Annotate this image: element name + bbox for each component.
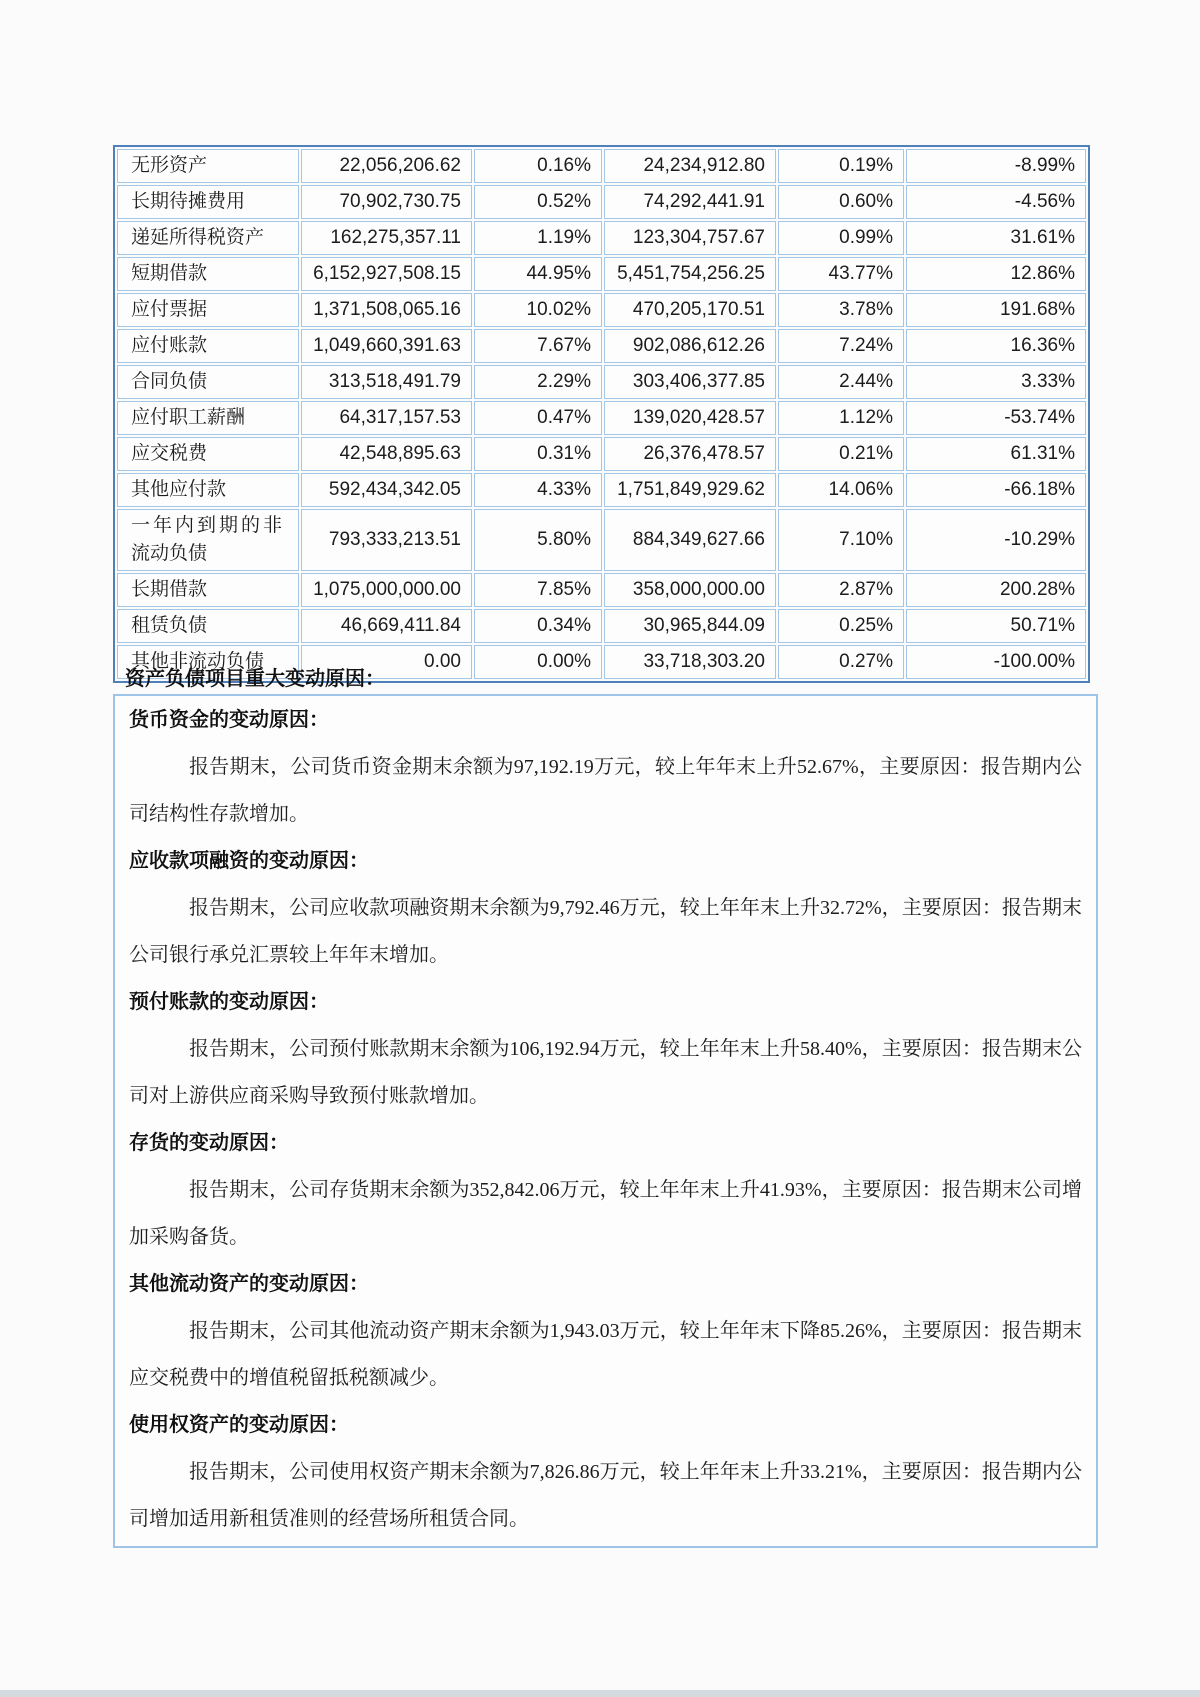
value-cell: 358,000,000.00	[604, 573, 776, 607]
value-cell: 0.16%	[474, 149, 602, 183]
value-cell: 902,086,612.26	[604, 329, 776, 363]
reason-title: 应收款项融资的变动原因：	[129, 850, 369, 872]
table-row	[117, 185, 1086, 219]
value-cell: 43.77%	[778, 257, 904, 291]
value-cell: 884,349,627.66	[604, 509, 776, 571]
value-cell: 7.10%	[778, 509, 904, 571]
value-cell: 22,056,206.62	[301, 149, 472, 183]
value-cell: 24,234,912.80	[604, 149, 776, 183]
value-cell: 2.87%	[778, 573, 904, 607]
value-cell: 31.61%	[906, 221, 1086, 255]
value-cell: 162,275,357.11	[301, 221, 472, 255]
item-name-cell: 短期借款	[117, 257, 299, 291]
table-body	[117, 149, 1086, 679]
table-row	[117, 257, 1086, 291]
value-cell: 191.68%	[906, 293, 1086, 327]
value-cell: 33,718,303.20	[604, 645, 776, 679]
table-row	[117, 329, 1086, 363]
value-cell: 7.67%	[474, 329, 602, 363]
value-cell: 0.60%	[778, 185, 904, 219]
value-cell: 5,451,754,256.25	[604, 257, 776, 291]
value-cell: 5.80%	[474, 509, 602, 571]
value-cell: 1,371,508,065.16	[301, 293, 472, 327]
item-name-cell: 一年内到期的非流动负债	[117, 509, 299, 571]
reason-body: 报告期末，公司预付账款期末余额为106,192.94万元，较上年年末上升58.40%，主要原因：报告期末公司对上游供应商采购导致预付账款增加。	[129, 1038, 1082, 1107]
reason-title: 存货的变动原因：	[129, 1132, 289, 1154]
value-cell: 1,049,660,391.63	[301, 329, 472, 363]
reason-body: 报告期末，公司应收款项融资期末余额为9,792.46万元，较上年年末上升32.72%，主要原因：报告期末公司银行承兑汇票较上年年末增加。	[129, 897, 1082, 966]
table-row	[117, 437, 1086, 471]
item-name-cell: 合同负债	[117, 365, 299, 399]
value-cell: 42,548,895.63	[301, 437, 472, 471]
table-row	[117, 149, 1086, 183]
value-cell: 3.78%	[778, 293, 904, 327]
item-name-cell: 其他非流动负债	[117, 645, 299, 679]
value-cell: 16.36%	[906, 329, 1086, 363]
value-cell: 26,376,478.57	[604, 437, 776, 471]
value-cell: 303,406,377.85	[604, 365, 776, 399]
table-row	[117, 509, 1086, 571]
value-cell: -8.99%	[906, 149, 1086, 183]
table-row	[117, 365, 1086, 399]
reason-title: 货币资金的变动原因：	[129, 709, 329, 731]
reasons-box	[113, 694, 1098, 1548]
value-cell: -100.00%	[906, 645, 1086, 679]
value-cell: 1.12%	[778, 401, 904, 435]
value-cell: 470,205,170.51	[604, 293, 776, 327]
table-row	[117, 401, 1086, 435]
value-cell: 0.31%	[474, 437, 602, 471]
item-name-cell: 应付票据	[117, 293, 299, 327]
value-cell: 4.33%	[474, 473, 602, 507]
reason-title: 使用权资产的变动原因：	[129, 1414, 349, 1436]
value-cell: -4.56%	[906, 185, 1086, 219]
value-cell: 7.24%	[778, 329, 904, 363]
value-cell: 313,518,491.79	[301, 365, 472, 399]
reason-title: 其他流动资产的变动原因：	[129, 1273, 369, 1295]
reason-body: 报告期末，公司存货期末余额为352,842.06万元，较上年年末上升41.93%，主要原因：报告期末公司增加采购备货。	[129, 1179, 1082, 1248]
value-cell: 1,075,000,000.00	[301, 573, 472, 607]
value-cell: 50.71%	[906, 609, 1086, 643]
reason-body: 报告期末，公司其他流动资产期末余额为1,943.03万元，较上年年末下降85.26%，主要原因：报告期末应交税费中的增值税留抵税额减少。	[129, 1320, 1082, 1389]
item-name-cell: 应付账款	[117, 329, 299, 363]
table-row	[117, 293, 1086, 327]
value-cell: 0.52%	[474, 185, 602, 219]
page-bottom-edge	[0, 1690, 1200, 1697]
table-row	[117, 473, 1086, 507]
value-cell: 123,304,757.67	[604, 221, 776, 255]
value-cell: 70,902,730.75	[301, 185, 472, 219]
value-cell: 0.34%	[474, 609, 602, 643]
value-cell: 139,020,428.57	[604, 401, 776, 435]
value-cell: 64,317,157.53	[301, 401, 472, 435]
value-cell: 46,669,411.84	[301, 609, 472, 643]
value-cell: 0.21%	[778, 437, 904, 471]
table-row	[117, 573, 1086, 607]
table-row	[117, 221, 1086, 255]
value-cell: 74,292,441.91	[604, 185, 776, 219]
major-changes-heading: 资产负债项目重大变动原因：	[125, 668, 385, 690]
item-name-cell: 租赁负债	[117, 609, 299, 643]
value-cell: 3.33%	[906, 365, 1086, 399]
item-name-cell: 其他应付款	[117, 473, 299, 507]
value-cell: 0.19%	[778, 149, 904, 183]
value-cell: 0.99%	[778, 221, 904, 255]
item-name-cell: 无形资产	[117, 149, 299, 183]
value-cell: 14.06%	[778, 473, 904, 507]
value-cell: 1.19%	[474, 221, 602, 255]
value-cell: 793,333,213.51	[301, 509, 472, 571]
reason-body: 报告期末，公司货币资金期末余额为97,192.19万元，较上年年末上升52.67%，主要原因：报告期内公司结构性存款增加。	[129, 756, 1082, 825]
value-cell: 2.29%	[474, 365, 602, 399]
item-name-cell: 应交税费	[117, 437, 299, 471]
value-cell: 0.27%	[778, 645, 904, 679]
item-name-cell: 应付职工薪酬	[117, 401, 299, 435]
table-row	[117, 609, 1086, 643]
reason-title: 预付账款的变动原因：	[129, 991, 329, 1013]
value-cell: 44.95%	[474, 257, 602, 291]
item-name-cell: 长期待摊费用	[117, 185, 299, 219]
value-cell: 0.47%	[474, 401, 602, 435]
value-cell: 0.00%	[474, 645, 602, 679]
item-name-cell: 长期借款	[117, 573, 299, 607]
reason-body: 报告期末，公司使用权资产期末余额为7,826.86万元，较上年年末上升33.21%，主要原因：报告期内公司增加适用新租赁准则的经营场所租赁合同。	[129, 1461, 1082, 1530]
value-cell: 10.02%	[474, 293, 602, 327]
value-cell: 1,751,849,929.62	[604, 473, 776, 507]
value-cell: 0.25%	[778, 609, 904, 643]
value-cell: 2.44%	[778, 365, 904, 399]
value-cell: -53.74%	[906, 401, 1086, 435]
value-cell: 0.00	[301, 645, 472, 679]
value-cell: 61.31%	[906, 437, 1086, 471]
value-cell: -66.18%	[906, 473, 1086, 507]
value-cell: 12.86%	[906, 257, 1086, 291]
value-cell: 6,152,927,508.15	[301, 257, 472, 291]
item-name-cell: 递延所得税资产	[117, 221, 299, 255]
value-cell: 592,434,342.05	[301, 473, 472, 507]
value-cell: 200.28%	[906, 573, 1086, 607]
value-cell: 30,965,844.09	[604, 609, 776, 643]
value-cell: -10.29%	[906, 509, 1086, 571]
balance-sheet-items-table	[113, 145, 1090, 683]
value-cell: 7.85%	[474, 573, 602, 607]
